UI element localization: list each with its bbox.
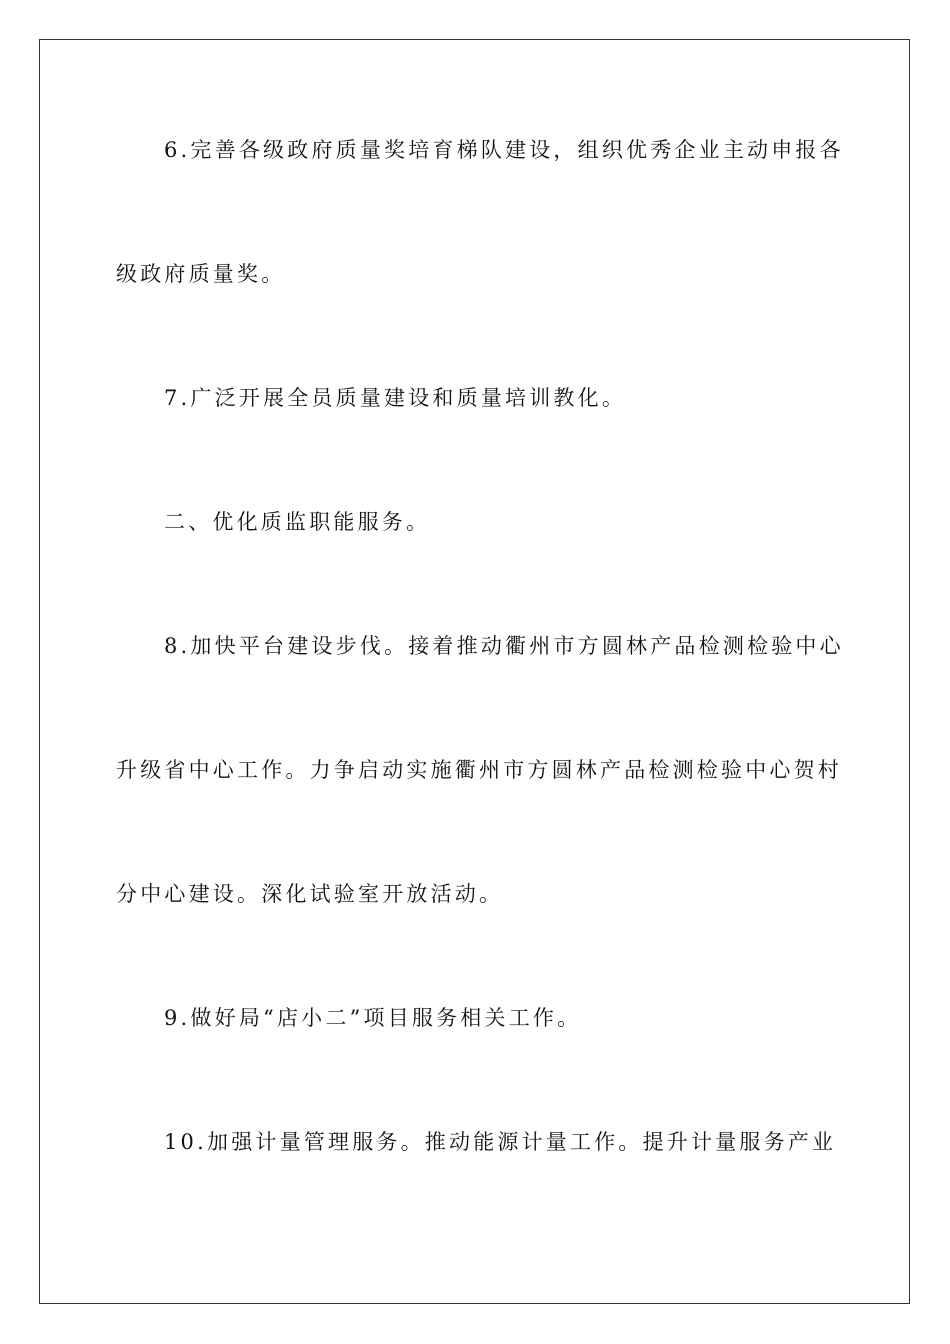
paragraph-6-line-1: 6.完善各级政府质量奖培育梯队建设，组织优秀企业主动申报各: [164, 138, 844, 162]
section-heading-2: 二、优化质监职能服务。: [164, 510, 431, 534]
paragraph-8-line-2: 升级省中心工作。力争启动实施衢州市方圆林产品检测检验中心贺村: [116, 758, 842, 782]
paragraph-9: 9.做好局“店小二”项目服务相关工作。: [164, 1006, 582, 1030]
paragraph-7: 7.广泛开展全员质量建设和质量培训教化。: [164, 386, 627, 410]
paragraph-6-line-2: 级政府质量奖。: [116, 262, 286, 286]
paragraph-8-line-1: 8.加快平台建设步伐。接着推动衢州市方圆林产品检测检验中心: [164, 634, 844, 658]
page-border: [39, 39, 910, 1304]
paragraph-8-line-3: 分中心建设。深化试验室开放活动。: [116, 882, 504, 906]
paragraph-10-line-1: 10.加强计量管理服务。推动能源计量工作。提升计量服务产业: [164, 1130, 837, 1154]
